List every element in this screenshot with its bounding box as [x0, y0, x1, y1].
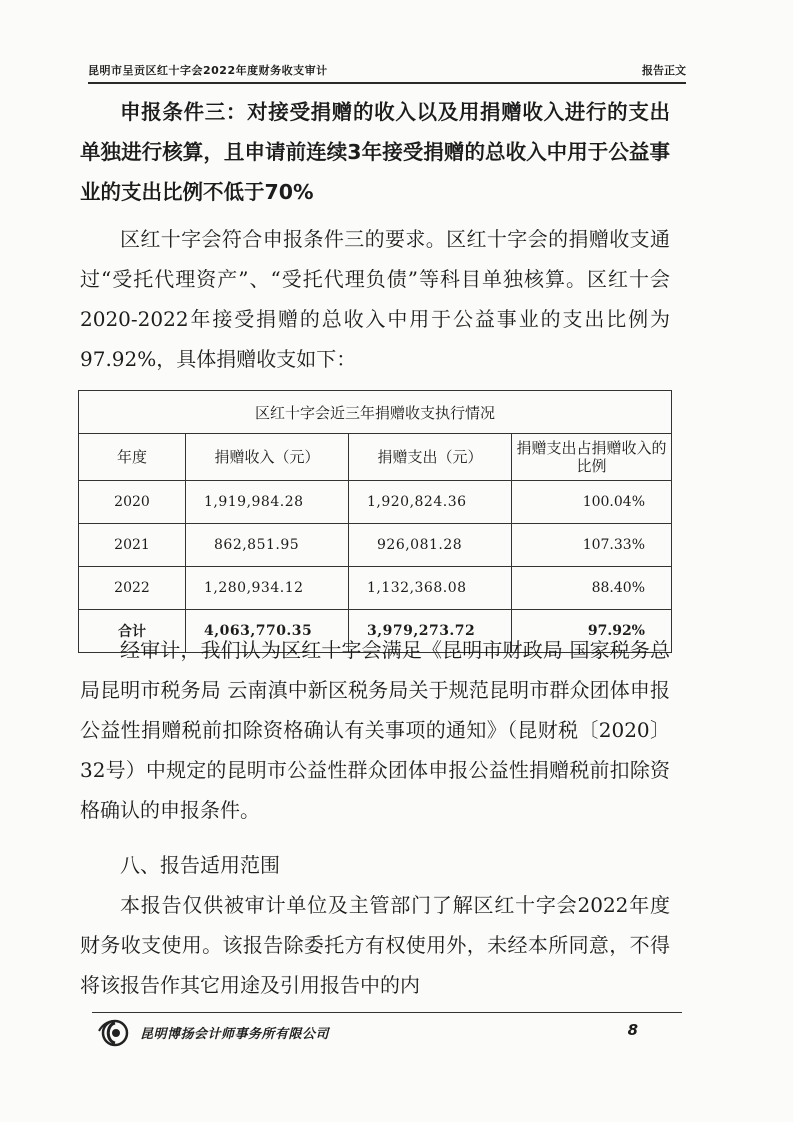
col-header-expense: 捐赠支出（元） — [349, 434, 512, 481]
page-footer — [92, 1012, 682, 1053]
table-row — [79, 481, 672, 524]
cell-ratio: 107.33% — [512, 524, 672, 567]
firm-logo-icon — [96, 1017, 134, 1053]
paragraph-condition3-compliance: 区红十字会符合申报条件三的要求。区红十字会的捐赠收支通过“受托代理资产”、“受托代理负债”等科目单独核算。区红十会2020-2022年接受捐赠的总收入中用于公益事业的支出比例为97.92%，具体捐赠收支如下： — [80, 227, 670, 371]
header-report-title: 昆明市呈贡区红十字会2022年度财务收支审计 — [88, 64, 328, 77]
col-header-ratio: 捐赠支出占捐赠收入的比例 — [512, 434, 672, 481]
cell-income: 862,851.95 — [186, 524, 349, 567]
footer-firm-name: 昆明博扬会计师事务所有限公司 — [140, 1027, 330, 1042]
table-caption: 区红十字会近三年捐赠收支执行情况 — [79, 391, 672, 434]
total-label: 合计 — [79, 610, 186, 653]
condition3-heading: 申报条件三：对接受捐赠的收入以及用捐赠收入进行的支出单独进行核算，且申请前连续3年接受捐赠的总收入中用于公益事业的支出比例不低于70% — [80, 100, 670, 204]
cell-expense: 1,920,824.36 — [349, 481, 512, 524]
cell-ratio: 88.40% — [512, 567, 672, 610]
donation-table — [78, 390, 672, 653]
section8-title: 八、报告适用范围 — [120, 853, 280, 877]
total-ratio: 97.92% — [512, 610, 672, 653]
page-number: 8 — [627, 1021, 638, 1039]
page-header — [88, 60, 686, 84]
paragraph-audit-conclusion: 经审计，我们认为区红十字会满足《昆明市财政局 国家税务总局昆明市税务局 云南滇中新区税务局关于规范昆明市群众团体申报公益性捐赠税前扣除资格确认有关事项的通知》（昆财税〔2020〕32号）中规定的昆明市公益性群众团体申报公益性捐赠税前扣除资格确认的申报条件。 — [80, 638, 670, 822]
total-expense: 3,979,273.72 — [349, 610, 512, 653]
cell-expense: 1,132,368.08 — [349, 567, 512, 610]
paragraph-report-scope: 本报告仅供被审计单位及主管部门了解区红十字会2022年度财务收支使用。该报告除委托方有权使用外，未经本所同意，不得将该报告作其它用途及引用报告中的内 — [80, 893, 670, 997]
cell-ratio: 100.04% — [512, 481, 672, 524]
total-income: 4,063,770.35 — [186, 610, 349, 653]
cell-income: 1,919,984.28 — [186, 481, 349, 524]
cell-year: 2021 — [79, 524, 186, 567]
table-header-row — [79, 434, 672, 481]
cell-year: 2022 — [79, 567, 186, 610]
col-header-income: 捐赠收入（元） — [186, 434, 349, 481]
cell-year: 2020 — [79, 481, 186, 524]
col-header-year: 年度 — [79, 434, 186, 481]
cell-expense: 926,081.28 — [349, 524, 512, 567]
cell-income: 1,280,934.12 — [186, 567, 349, 610]
table-row — [79, 524, 672, 567]
table-row — [79, 567, 672, 610]
header-section-label: 报告正文 — [642, 64, 686, 77]
